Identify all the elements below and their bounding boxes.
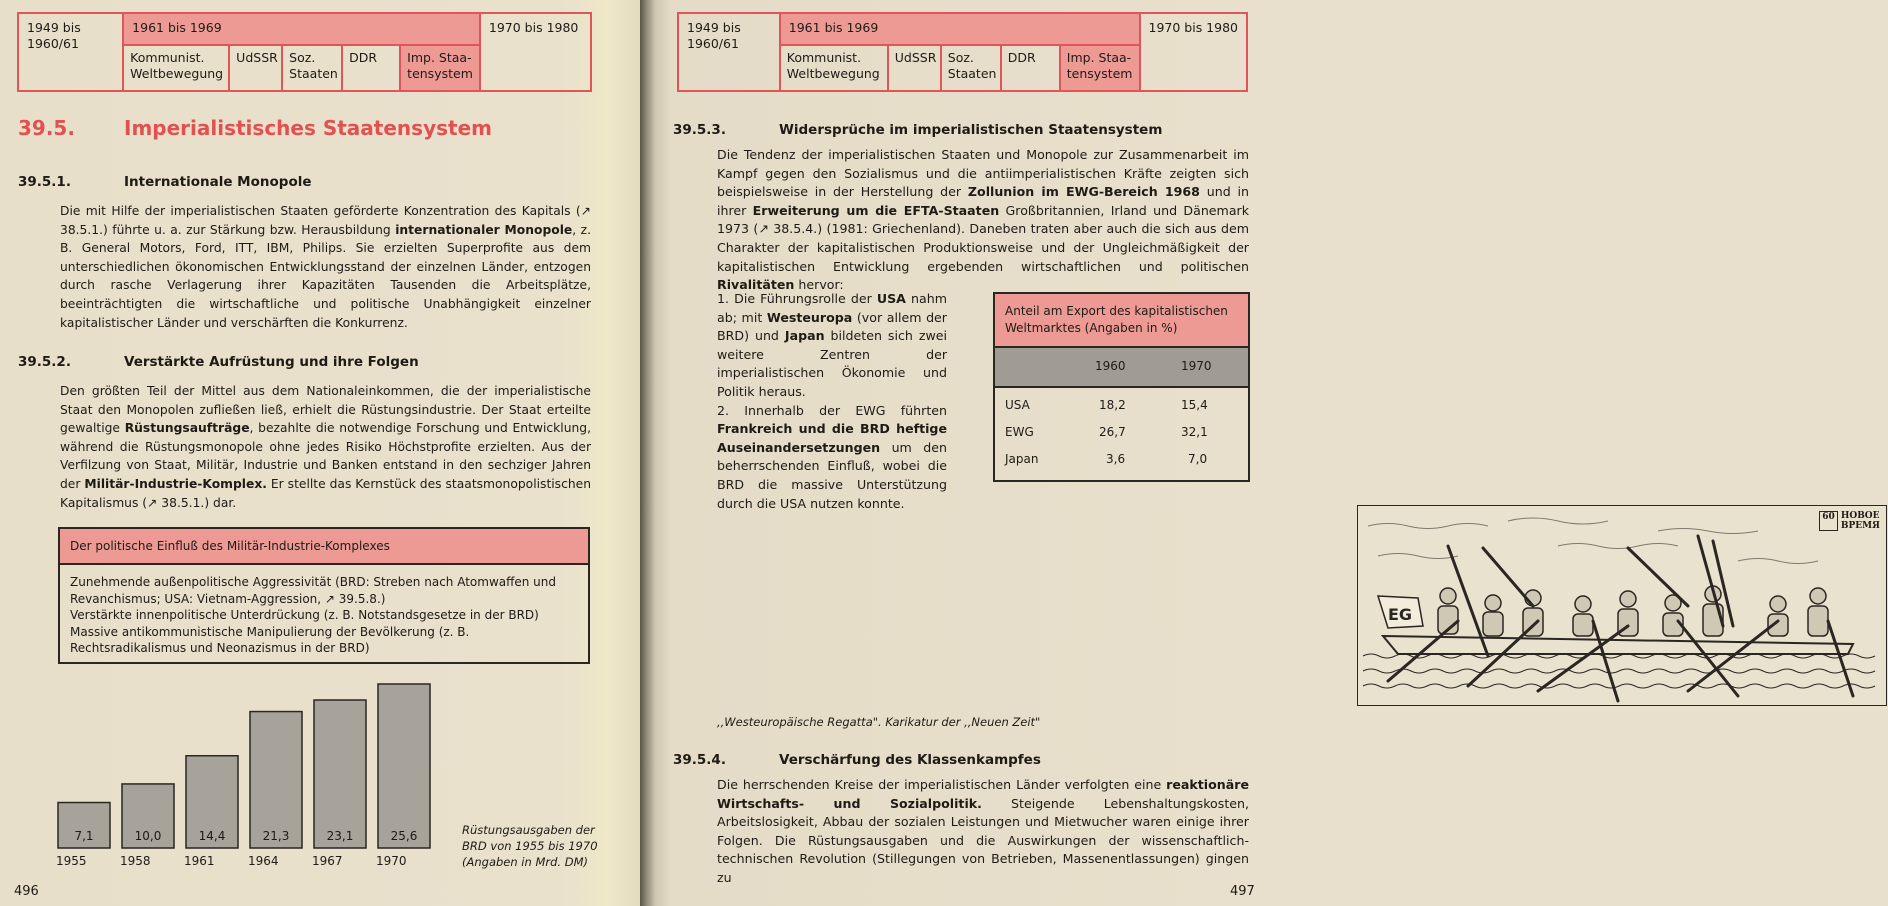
- chart-caption: Rüstungsausgaben der BRD von 1955 bis 1970 (Angaben in Mrd. DM): [462, 823, 598, 869]
- table-row: Japan 3,6 7,0: [1005, 452, 1208, 466]
- section-text-39-5-2: Den größten Teil der Mittel aus dem Nationaleinkommen, die der imperialistische Staat den Monopolen zufließen ließ, erhielt die Rüstungsindustrie. Der Staat erteilte gewaltige Rüstungsaufträge, bezahlte die notwendige Forschung und Entwicklung, während die Rüstungsmonopole ohne jedes Risiko Höchstprofite erzielten. Aus der Verfilzung von Staat, Militär, Industrie und Banken entstand in den sechziger Jahren der Militär-Industrie-Komplex. Er stellte das Kernstück des staatsmonopolistischen Kapitalismus (↗ 38.5.1.) dar.: [60, 384, 591, 510]
- nav-sub-udssr[interactable]: UdSSR: [889, 46, 942, 90]
- nav-period-1949[interactable]: 1949 bis 1960/61: [19, 14, 124, 90]
- cartoon-flag-text: EG: [1388, 605, 1413, 624]
- chart-category-label: 1967: [312, 854, 343, 868]
- armament-spending-bar-chart: [40, 670, 480, 870]
- table-row: USA 18,2 15,4: [1005, 398, 1208, 412]
- left-page: [0, 0, 640, 906]
- nav-sub-soz-staaten[interactable]: Soz. Staaten: [283, 46, 343, 90]
- nav-period-1961[interactable]: 1961 bis 1969: [124, 14, 479, 46]
- section-heading-39-5-3: 39.5.3. Widersprüche im imperialistischen Staatensystem: [673, 122, 1163, 138]
- info-box-line: Zunehmende außenpolitische Aggressivität (BRD: Streben nach Atomwaffen und Revanchismus; USA: Vietnam-Aggression, ↗ 39.5.8.): [70, 575, 557, 606]
- info-box-line: Massive antikommunistische Manipulierung der Bevölkerung (z. B. Rechtsradikalismus und Neonazismus in der BRD): [70, 624, 470, 656]
- timeline-nav: [677, 12, 1248, 92]
- section-heading-39-5-1: 39.5.1. Internationale Monopole: [18, 174, 312, 190]
- page-number-left: 496: [14, 884, 39, 899]
- rowing-boat-illustration: [1358, 506, 1888, 707]
- chart-value-label: 7,1: [74, 829, 94, 843]
- section-text-39-5-3: Die Tendenz der imperialistischen Staaten und Monopole zur Zusammenarbeit im Kampf gegen den Sozialismus und die antiimperialistischen Kräfte zeigten sich beispielsweise in der Herstellung der Zollunion im EWG-Bereich 1968 und in ihrer Erweiterung um die EFTA-Staaten Großbritannien, Irland und Dänemark 1973 (↗ 38.5.4.) (1981: Griechenland). Daneben traten aber auch die sich aus dem Charakter der kapitalistischen Produktionsweise und der Ungleichmäßigkeit der kapitalistischen Entwicklung ergebenden wirtschaftlichen und politischen Rivalitäten hervor:: [717, 147, 1250, 293]
- section-heading-39-5-4: 39.5.4. Verschärfung des Klassenkampfes: [673, 752, 1041, 768]
- chart-bar: [250, 712, 302, 848]
- nav-period-1970[interactable]: 1970 bis 1980: [488, 20, 579, 35]
- chart-value-label: 23,1: [326, 829, 354, 843]
- section-text-39-5-1: Die mit Hilfe der imperialistischen Staaten geförderte Konzentration des Kapitals (↗ 38.5.1.) führte u. a. zur Stärkung bzw. Herausbildung internationaler Monopole, z. B. General Motors, Ford, ITT, IBM, Philips. Sie erzielten Superprofite aus dem unterschiedlichen ökonomischen Entwicklungsstand der einzelnen Länder, entzogen durch rasche Verlagerung ihrer Kapazitäten Tausenden die Arbeitsplätze, beeinträchtigten die wirtschaftliche und politische Unabhängigkeit einzelner kapitalistischer Länder und verschärften die Konkurrenz.: [60, 204, 591, 330]
- chart-category-label: 1958: [120, 854, 151, 868]
- chart-value-label: 14,4: [198, 829, 226, 843]
- page-number-right: 497: [1230, 884, 1255, 899]
- chart-bar: [314, 700, 366, 848]
- nav-sub-ddr[interactable]: DDR: [1002, 46, 1061, 90]
- nav-sub-udssr[interactable]: UdSSR: [230, 46, 283, 90]
- info-box-line: Verstärkte innenpolitische Unterdrückung (z. B. Notstandsgesetze in der BRD): [70, 608, 539, 623]
- nav-sub-ddr[interactable]: DDR: [343, 46, 401, 90]
- chart-value-label: 10,0: [134, 829, 162, 843]
- section-list-39-5-3: 1. Die Führungsrolle der USA nahm ab; mit Westeuropa (vor allem der BRD) und Japan bildeten sich zwei weitere Zentren der imperialistischen Ökonomie und Politik heraus. 2. Innerhalb der EWG führten Frankreich und die BRD heftige Auseinandersetzungen um den beherrschenden Einfluß, wobei die BRD die massive Unterstützung durch die USA nutzen konnte.: [717, 291, 947, 511]
- timeline-nav: [17, 12, 592, 92]
- column-header-1960: 1960: [1095, 359, 1126, 373]
- nav-period-1949[interactable]: 1949 bis 1960/61: [679, 14, 781, 90]
- chart-category-label: 1970: [376, 854, 407, 868]
- info-box-title: Der politische Einfluß des Militär-Industrie-Komplexes: [60, 529, 588, 565]
- nav-period-1970[interactable]: 1970 bis 1980: [1148, 20, 1238, 35]
- chart-value-label: 25,6: [390, 829, 418, 843]
- chart-category-label: 1961: [184, 854, 215, 868]
- info-box-military-industrial-complex: [58, 527, 590, 664]
- nav-sub-kommunist[interactable]: Kommunist. Weltbewegung: [124, 46, 230, 90]
- chart-value-label: 21,3: [262, 829, 290, 843]
- table-row: EWG 26,7 32,1: [1005, 425, 1208, 439]
- nav-period-1961[interactable]: 1961 bis 1969: [781, 14, 1139, 46]
- chart-category-label: 1955: [56, 854, 87, 868]
- chart-category-label: 1964: [248, 854, 279, 868]
- cartoon-caption: ,,Westeuropäische Regatta". Karikatur der ,,Neuen Zeit": [717, 715, 1041, 729]
- nav-sub-soz-staaten[interactable]: Soz. Staaten: [942, 46, 1002, 90]
- cartoon-regatta: [1357, 505, 1887, 706]
- chart-bar: [378, 684, 430, 848]
- chapter-heading: 39.5. Imperialistisches Staatensystem: [18, 116, 492, 140]
- table-header-row: [995, 348, 1248, 388]
- section-heading-39-5-2: 39.5.2. Verstärkte Aufrüstung und ihre Folgen: [18, 354, 419, 370]
- nav-sub-imp-staatensystem[interactable]: Imp. Staa- tensystem: [1061, 46, 1139, 90]
- column-header-1970: 1970: [1181, 359, 1212, 373]
- nav-sub-imp-staatensystem[interactable]: Imp. Staa- tensystem: [401, 46, 479, 90]
- export-share-table: [993, 292, 1250, 482]
- nav-sub-kommunist[interactable]: Kommunist. Weltbewegung: [781, 46, 889, 90]
- table-title: Anteil am Export des kapitalistischen Weltmarktes (Angaben in %): [995, 294, 1248, 348]
- novoye-vremya-logo: 60 НОВОЕ ВРЕМЯ: [1819, 511, 1880, 531]
- section-text-39-5-4: Die herrschenden Kreise der imperialistischen Länder verfolgten eine reaktionäre Wirtschafts- und Sozialpolitik. Steigende Lebenshaltungskosten, Arbeitslosigkeit, Abbau der sozialen Leistungen und Mietwucher waren einige ihrer Folgen. Die Rüstungsausgaben und die Auswirkungen der wissenschaftlich-technischen Revolution (Stillegungen von Betrieben, Massenentlassungen) gingen zu: [717, 777, 1249, 885]
